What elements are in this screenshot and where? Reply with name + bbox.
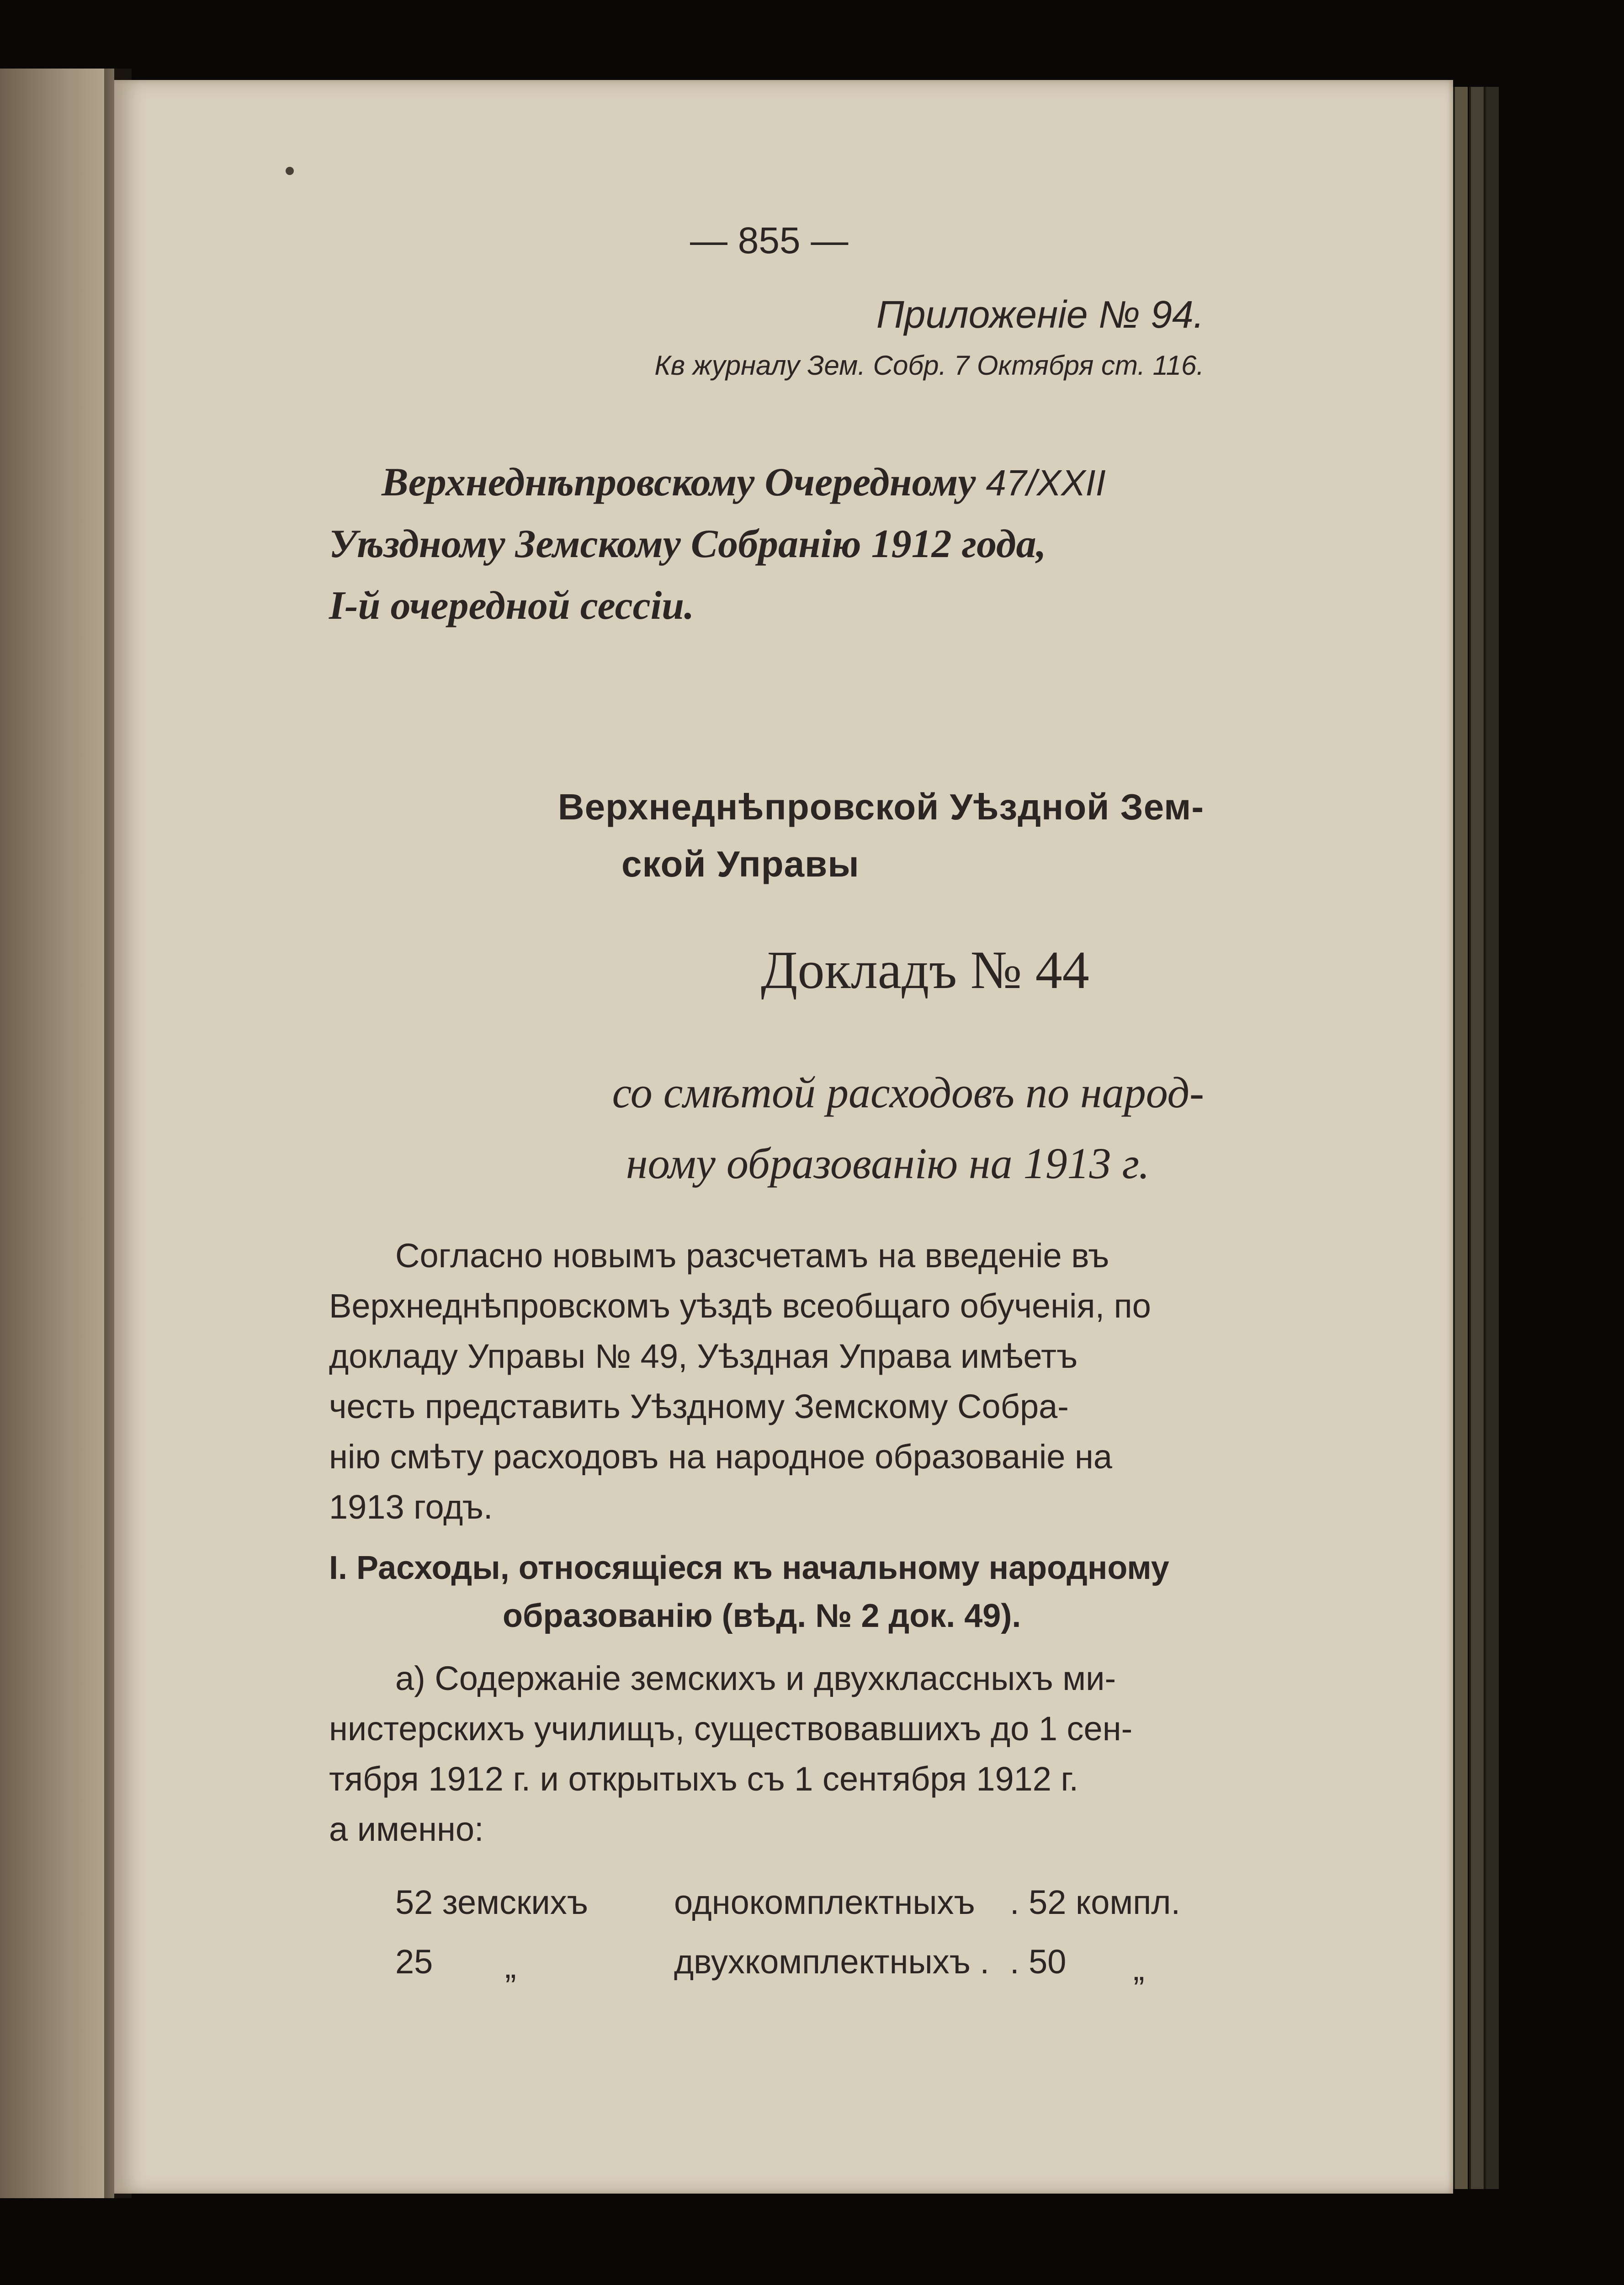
addressee-line [382,459,1106,505]
row-type: земскихъ [442,1883,588,1921]
paragraph-line: нiю смѣту расходовъ на народное образованiе на [329,1438,1113,1476]
registry-mark: 47/XXII [986,462,1106,503]
subsection-line: тября 1912 г. и открытыхъ съ 1 сентября 1912 г. [329,1760,1079,1798]
subsection-line: а) Содержанiе земскихъ и двухклассныхъ ми- [395,1659,1116,1697]
addressee-line1: Верхнеднѣпровскому Очередному [382,460,976,505]
appendix-label: Приложенiе № 94. [876,293,1204,336]
journal-reference: Кв журналу Зем. Собр. 7 Октября ст. 116. [654,350,1204,381]
page-stack-edge [1484,87,1499,2189]
subsection-line: а именно: [329,1810,484,1848]
page-stack-edge [1453,87,1468,2189]
row-count: 25 [395,1943,433,1981]
paragraph-line: Верхнеднѣпровскомъ уѣздѣ всеобщаго обученiя, по [329,1287,1151,1325]
paragraph-line: 1913 годъ. [329,1488,493,1526]
addressee-line3: I-й очередной сессiи. [329,584,695,628]
book-page [114,80,1453,2194]
subsection-line: нистерскихъ училищъ, существовавшихъ до 1 сен- [329,1710,1133,1748]
row-count [395,1883,588,1922]
ditto-mark: „ [505,1947,516,1985]
estimate-line2: ному образованiю на 1913 г. [626,1139,1150,1188]
section-heading-line1: I. Расходы, относящiеся къ начальному народному [329,1550,1169,1586]
row-count-value: 52 [395,1883,433,1921]
ditto-mark: „ [1133,1950,1145,1987]
paragraph-line: Согласно новымъ разсчетамъ на введенiе въ [395,1237,1109,1275]
board-name-line1: Верхнеднѣпровской Уѣздной Зем- [557,786,1204,827]
row-value: . 52 компл. [1010,1883,1181,1921]
estimate-line1: со смѣтой расходовъ по народ- [612,1068,1204,1117]
paragraph-line: докладу Управы № 49, Уѣздная Управа имѣетъ [329,1337,1078,1375]
row-value: . 50 [1010,1943,1067,1981]
left-page [0,69,114,2198]
row-description: двухкомплектныхъ . [674,1943,990,1981]
paragraph-line: честь представить Уѣздному Земскому Собра- [329,1387,1069,1425]
section-heading-line2: образованiю (вѣд. № 2 док. 49). [503,1598,1021,1634]
addressee-line2: Уѣздному Земскому Собранiю 1912 года, [329,522,1046,566]
paper-speck [286,167,294,175]
page-number: — 855 — [690,220,849,261]
board-name-line2: ской Управы [621,844,860,884]
page-stack-edge [1469,87,1484,2189]
row-description: однокомплектныхъ [674,1883,975,1921]
report-title: Докладъ № 44 [761,940,1089,1000]
